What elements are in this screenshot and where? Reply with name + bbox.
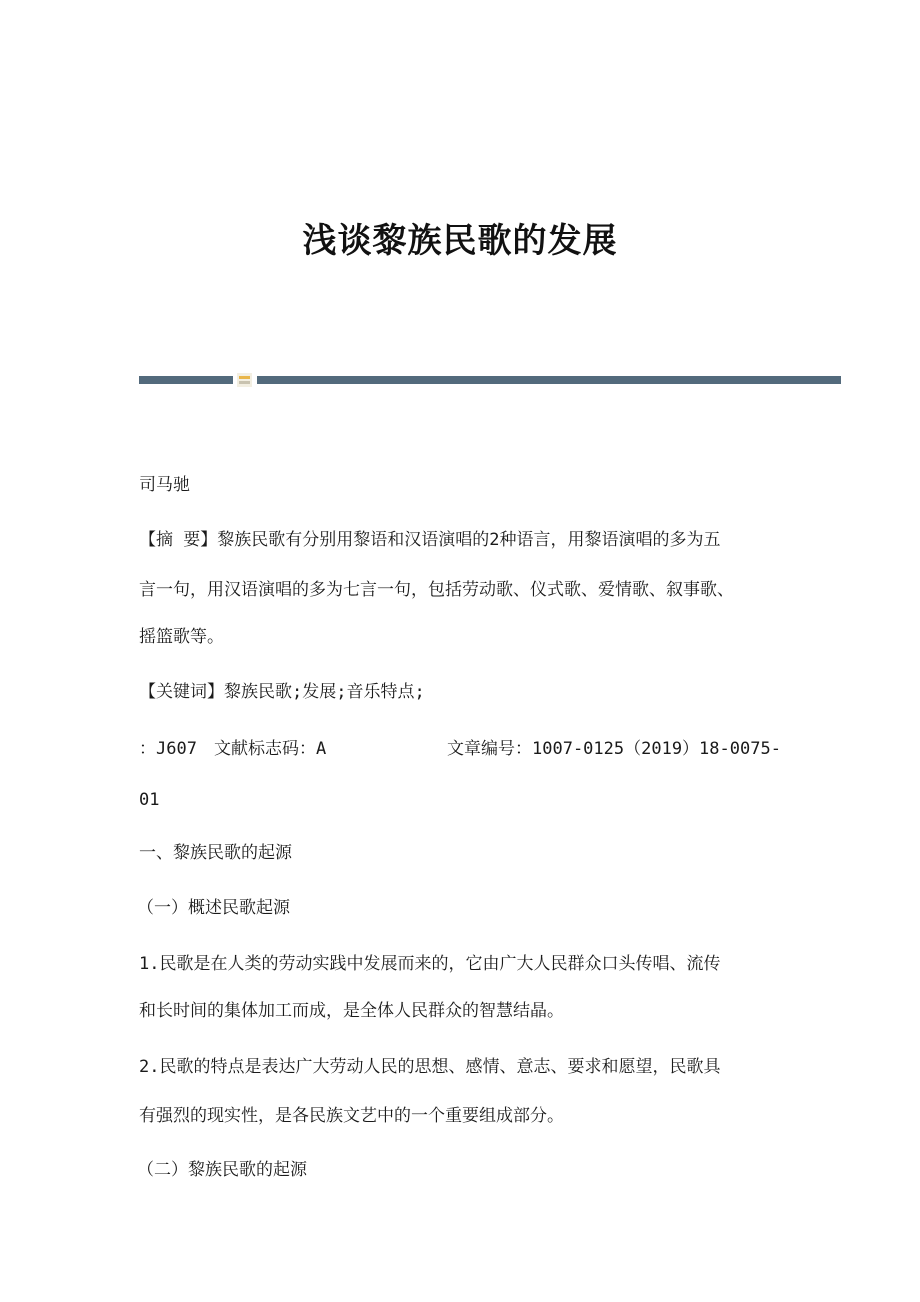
abstract-line-1: 【摘 要】黎族民歌有分别用黎语和汉语演唱的2种语言，用黎语演唱的多为五 — [139, 530, 721, 550]
article-number-line-2: 01 — [139, 790, 160, 810]
title-divider — [139, 373, 841, 387]
document-title: 浅谈黎族民歌的发展 — [302, 221, 618, 261]
article-number-line-1: 文章编号：1007-0125（2019）18-0075- — [447, 739, 781, 759]
section-heading-origin: 一、黎族民歌的起源 — [139, 843, 292, 863]
keywords-line: 【关键词】黎族民歌;发展;音乐特点; — [139, 682, 425, 702]
abstract-line-2: 言一句，用汉语演唱的多为七言一句，包括劳动歌、仪式歌、爱情歌、叙事歌、 — [139, 580, 734, 600]
paragraph-2-line-2: 有强烈的现实性，是各民族文艺中的一个重要组成部分。 — [139, 1106, 564, 1126]
paragraph-1-line-1: 1.民歌是在人类的劳动实践中发展而来的，它由广大人民群众口头传唱、流传 — [139, 954, 721, 974]
divider-bar-right — [257, 376, 841, 384]
subsection-heading-overview: （一）概述民歌起源 — [137, 898, 290, 918]
author-name: 司马驰 — [139, 475, 190, 495]
divider-emblem-icon — [237, 373, 252, 387]
divider-bar-left — [139, 376, 233, 384]
document-code: 文献标志码：A — [214, 739, 327, 759]
subsection-heading-li-origin: （二）黎族民歌的起源 — [137, 1160, 307, 1180]
clc-number: ：J607 — [139, 739, 197, 759]
paragraph-2-line-1: 2.民歌的特点是表达广大劳动人民的思想、感情、意志、要求和愿望，民歌具 — [139, 1057, 721, 1077]
paragraph-1-line-2: 和长时间的集体加工而成，是全体人民群众的智慧结晶。 — [139, 1001, 564, 1021]
abstract-line-3: 摇篮歌等。 — [139, 627, 224, 647]
